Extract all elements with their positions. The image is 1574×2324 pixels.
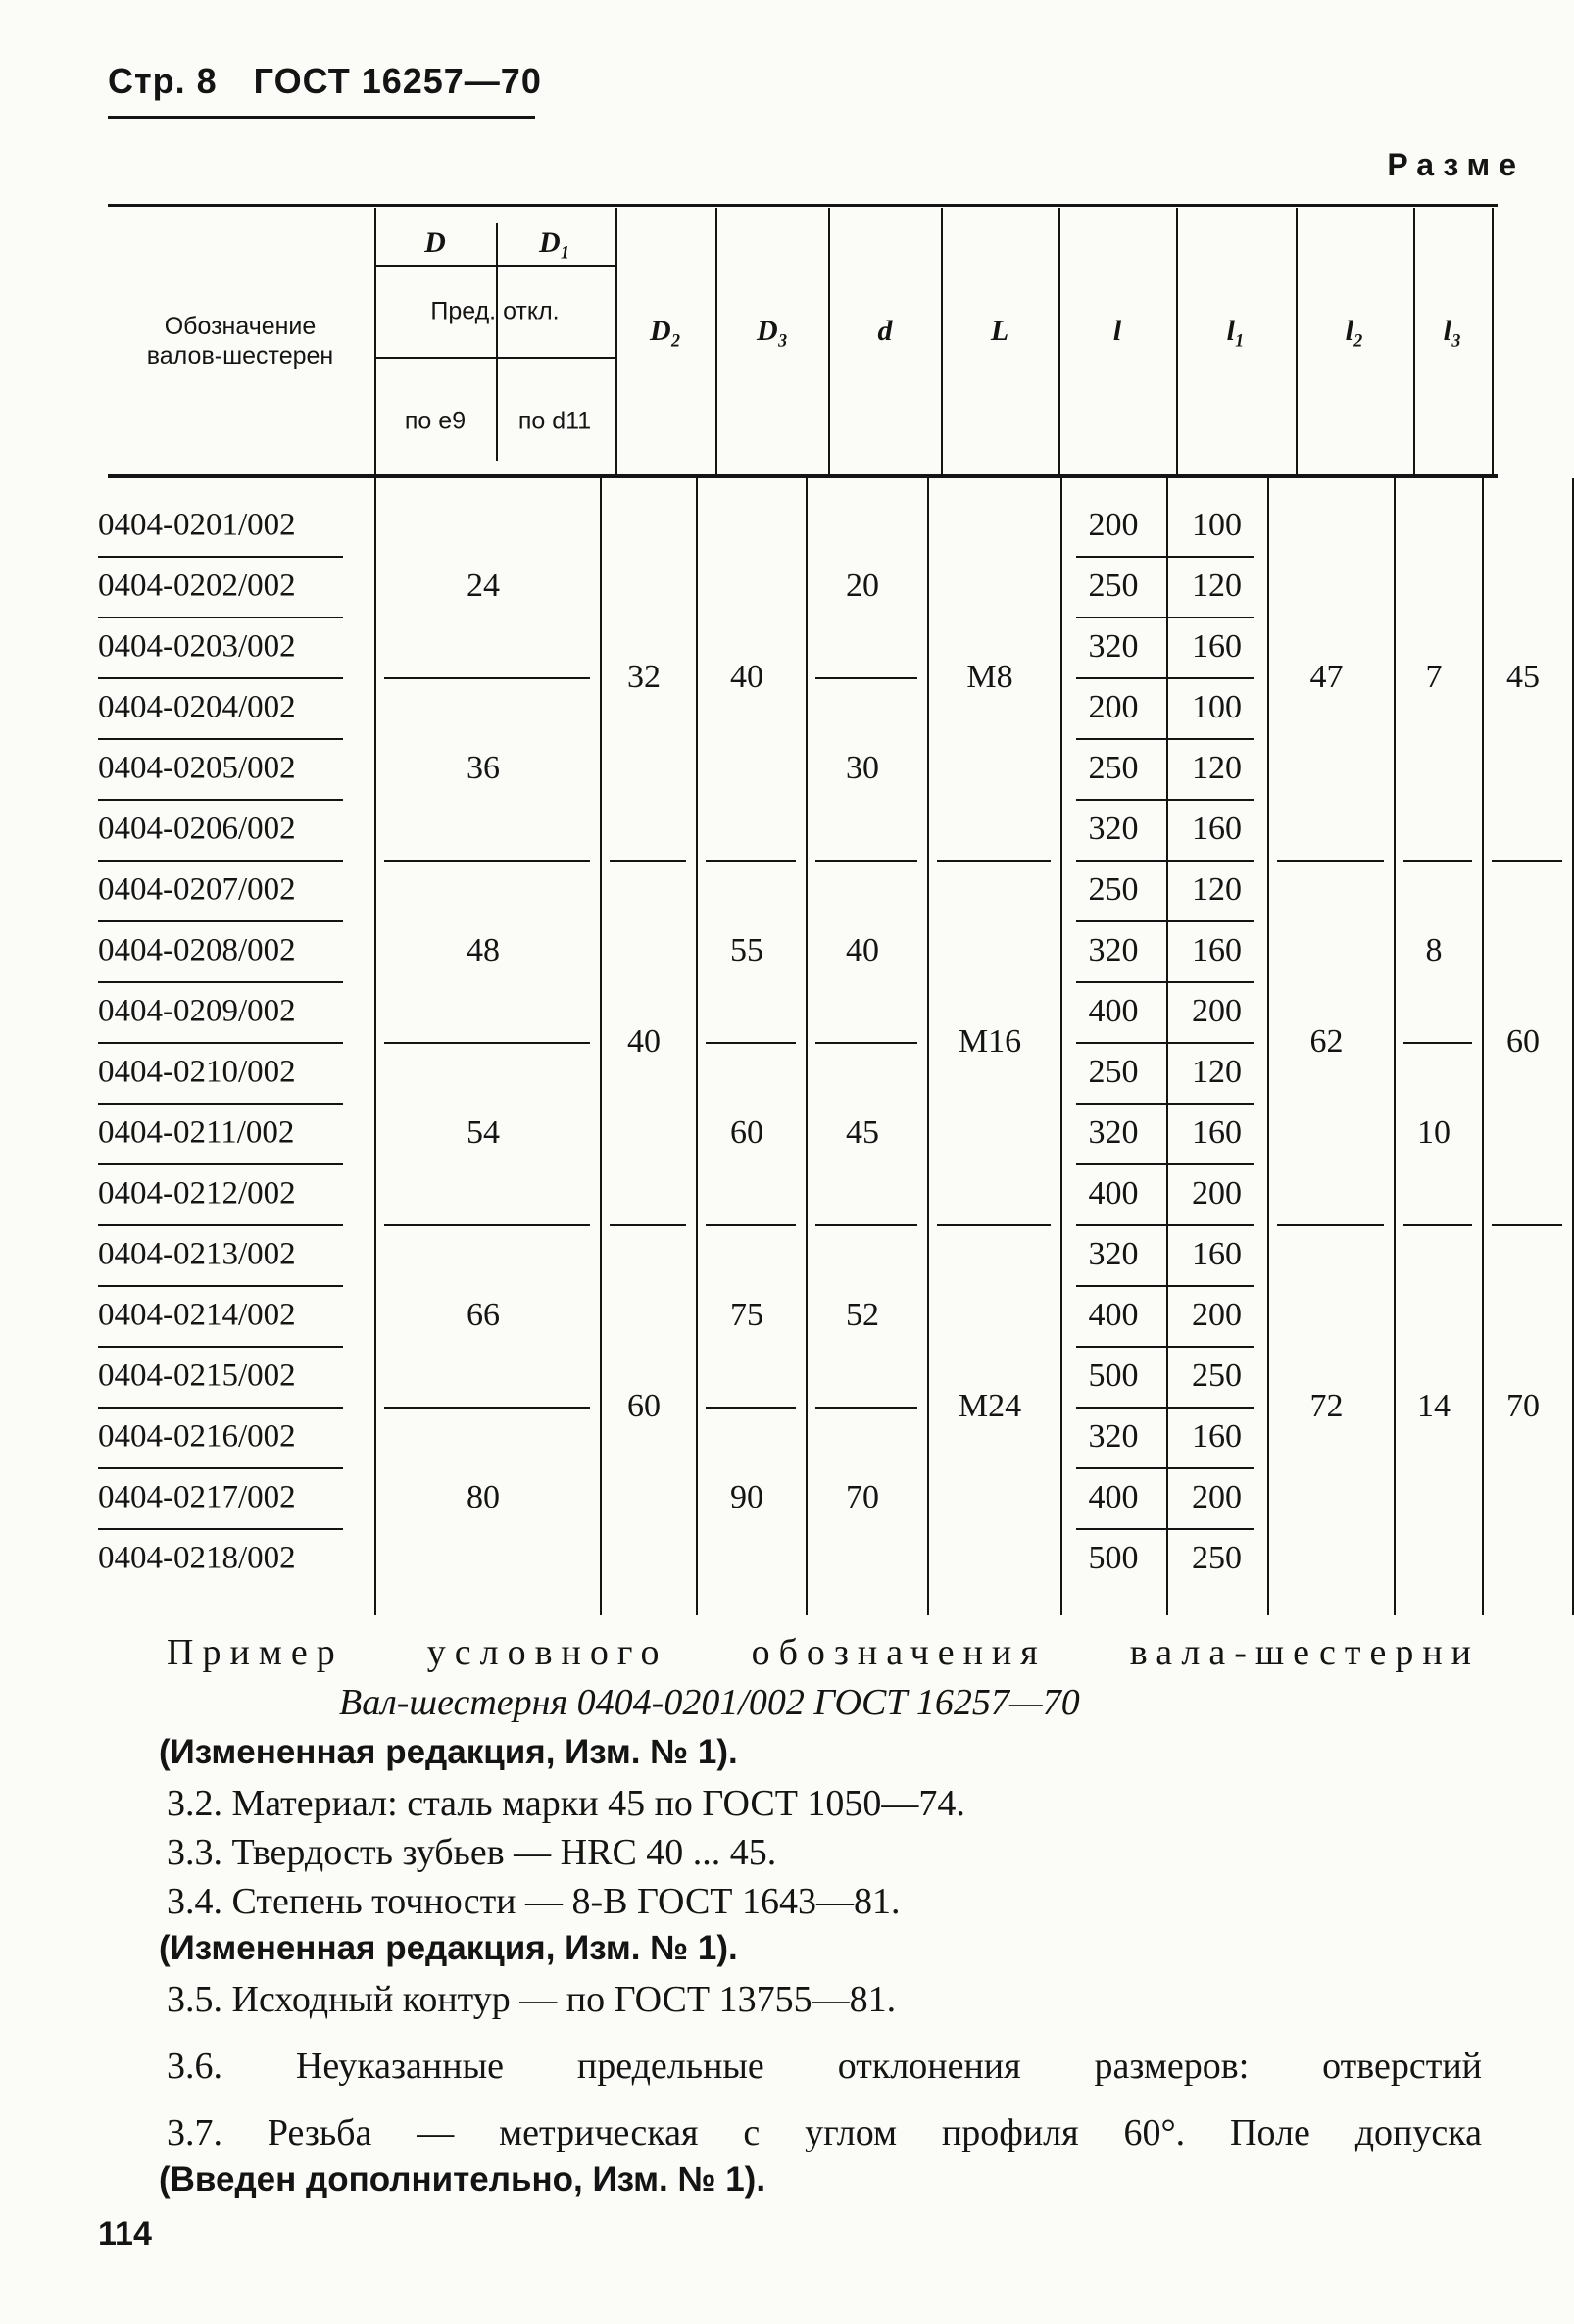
row-rule — [98, 981, 343, 983]
header-D2: D₂ — [649, 315, 682, 347]
cell-d: 66 — [467, 1297, 500, 1333]
L-value: 500 — [1088, 1540, 1139, 1576]
row-rule — [1076, 1528, 1254, 1530]
row-rule — [98, 556, 343, 558]
designation-code: 0404-0211/002 — [98, 1114, 295, 1151]
page-label: Стр. 8 — [108, 61, 218, 101]
L-value: 320 — [1088, 628, 1139, 665]
l-value: 200 — [1192, 1175, 1242, 1211]
column-rule — [1394, 478, 1396, 1615]
l-value: 160 — [1192, 932, 1242, 968]
column-rule — [1060, 478, 1062, 1615]
group-rule — [384, 1407, 590, 1409]
L-value: 400 — [1088, 993, 1139, 1029]
l-value: 250 — [1192, 1358, 1242, 1394]
rule — [1492, 208, 1494, 474]
rule — [715, 208, 717, 474]
l-value: 200 — [1192, 1297, 1242, 1333]
row-rule — [1076, 1163, 1254, 1165]
header-D3: D₃ — [756, 315, 789, 347]
cell-l1: 62 — [1309, 1023, 1344, 1060]
l-value: 120 — [1192, 1054, 1242, 1090]
paragraph-3-6: 3.6. Неуказанные предельные отклонения размеров: отверстий — [167, 2046, 1482, 2087]
header-designation: Обозначение валов-шестерен — [146, 313, 334, 370]
rule — [374, 265, 615, 267]
row-rule — [98, 1285, 343, 1287]
group-rule — [815, 860, 917, 862]
L-value: 250 — [1088, 750, 1139, 786]
group-rule — [815, 1224, 917, 1226]
column-rule — [374, 478, 376, 1615]
designation-code: 0404-0217/002 — [98, 1479, 296, 1515]
paragraph-3-5: 3.5. Исходный контур — по ГОСТ 13755—81. — [167, 1979, 897, 2020]
group-rule — [1492, 1224, 1562, 1226]
designation-code: 0404-0204/002 — [98, 689, 296, 725]
l-value: 100 — [1192, 507, 1242, 543]
designation-code: 0404-0216/002 — [98, 1418, 296, 1455]
row-rule — [1076, 617, 1254, 618]
cell-d2: 55 — [730, 932, 763, 968]
L-value: 320 — [1088, 1114, 1139, 1151]
row-rule — [1076, 1346, 1254, 1348]
L-value: 320 — [1088, 1418, 1139, 1455]
row-rule — [98, 617, 343, 618]
row-rule — [98, 1407, 343, 1409]
cell-d3: 20 — [846, 568, 879, 604]
group-rule — [1403, 860, 1472, 862]
paragraph-3-3: 3.3. Твердость зубьев — HRC 40 ... 45. — [167, 1832, 777, 1873]
group-rule — [815, 1407, 917, 1409]
header-L: L — [990, 315, 1009, 347]
group-rule — [815, 677, 917, 679]
cell-d3: 30 — [846, 750, 879, 786]
rule — [108, 204, 1498, 207]
page-header — [108, 61, 567, 102]
cell-d2: 40 — [730, 659, 763, 695]
cell-d: M24 — [958, 1388, 1022, 1424]
row-rule — [98, 738, 343, 740]
header-d: d — [877, 315, 893, 347]
L-value: 320 — [1088, 811, 1139, 847]
designation-code: 0404-0205/002 — [98, 750, 296, 786]
l-value: 200 — [1192, 993, 1242, 1029]
rule — [828, 208, 830, 474]
row-rule — [1076, 920, 1254, 922]
paragraph-3-2: 3.2. Материал: сталь марки 45 по ГОСТ 1050—74. — [167, 1783, 965, 1824]
table-header — [108, 204, 1498, 478]
group-rule — [706, 1224, 796, 1226]
cell-l2: 7 — [1425, 659, 1443, 695]
rule — [374, 357, 615, 359]
row-rule — [1076, 799, 1254, 801]
designation-code: 0404-0218/002 — [98, 1540, 296, 1576]
row-rule — [1076, 1285, 1254, 1287]
group-rule — [384, 677, 590, 679]
cell-d3: 40 — [846, 932, 879, 968]
row-rule — [98, 920, 343, 922]
rule — [496, 223, 498, 461]
example-title: Пример условного обозначения вала-шестерни — [167, 1632, 1480, 1673]
rule — [1176, 208, 1178, 474]
column-rule — [600, 478, 602, 1615]
L-value: 320 — [1088, 1236, 1139, 1272]
row-rule — [98, 860, 343, 862]
column-rule — [806, 478, 808, 1615]
l-value: 160 — [1192, 1236, 1242, 1272]
column-rule — [927, 478, 929, 1615]
cell-d: 24 — [467, 568, 500, 604]
group-rule — [706, 1042, 796, 1044]
row-rule — [1076, 677, 1254, 679]
L-value: 250 — [1088, 1054, 1139, 1090]
designation-code: 0404-0202/002 — [98, 568, 296, 604]
cell-d: 36 — [467, 750, 500, 786]
page-number: 114 — [98, 2215, 152, 2252]
row-rule — [1076, 556, 1254, 558]
cell-d: M16 — [958, 1023, 1022, 1060]
L-value: 500 — [1088, 1358, 1139, 1394]
designation-code: 0404-0208/002 — [98, 932, 296, 968]
cell-d3: 70 — [846, 1479, 879, 1515]
designation-code: 0404-0209/002 — [98, 993, 296, 1029]
cell-l2: 14 — [1417, 1388, 1451, 1424]
row-rule — [98, 1163, 343, 1165]
row-rule — [98, 1042, 343, 1044]
rule — [615, 208, 617, 474]
l-value: 160 — [1192, 628, 1242, 665]
group-rule — [1403, 1042, 1472, 1044]
row-rule — [1076, 1103, 1254, 1105]
row-rule — [1076, 738, 1254, 740]
group-rule — [610, 860, 686, 862]
group-rule — [384, 1224, 590, 1226]
cell-d1: 32 — [627, 659, 661, 695]
row-rule — [1076, 1407, 1254, 1409]
cell-d2: 75 — [730, 1297, 763, 1333]
revision-note-2: (Измененная редакция, Изм. № 1). — [159, 1929, 738, 1967]
l-value: 120 — [1192, 750, 1242, 786]
table-body — [98, 478, 1540, 1615]
revision-note-1: (Измененная редакция, Изм. № 1). — [159, 1733, 738, 1771]
cell-d: M8 — [966, 659, 1013, 695]
L-value: 400 — [1088, 1175, 1139, 1211]
designation-code: 0404-0201/002 — [98, 507, 296, 543]
l-value: 200 — [1192, 1479, 1242, 1515]
rule — [374, 208, 376, 474]
row-rule — [98, 799, 343, 801]
column-rule — [1166, 478, 1168, 1615]
L-value: 200 — [1088, 507, 1139, 543]
L-value: 200 — [1088, 689, 1139, 725]
l-value: 100 — [1192, 689, 1242, 725]
l-value: 160 — [1192, 1114, 1242, 1151]
header-D1: D₁ — [538, 226, 571, 259]
example-designation: Вал-шестерня 0404-0201/002 ГОСТ 16257—70 — [339, 1682, 1080, 1723]
group-rule — [1403, 1224, 1472, 1226]
header-l: l — [1112, 315, 1122, 347]
cell-d: 48 — [467, 932, 500, 968]
l-value: 120 — [1192, 568, 1242, 604]
row-rule — [98, 1467, 343, 1469]
cell-d3: 52 — [846, 1297, 879, 1333]
cell-d: 80 — [467, 1479, 500, 1515]
header-l3: l₃ — [1443, 315, 1462, 347]
cell-l3: 70 — [1506, 1388, 1540, 1424]
header-tolerance: Пред. откл. — [430, 297, 560, 325]
paragraph-3-4: 3.4. Степень точности — 8-В ГОСТ 1643—81. — [167, 1881, 901, 1922]
cell-d3: 45 — [846, 1114, 879, 1151]
group-rule — [706, 860, 796, 862]
header-l2: l₂ — [1345, 315, 1364, 347]
paragraph-3-7: 3.7. Резьба — метрическая с углом профиля 60°. Поле допуска — [167, 2112, 1482, 2153]
group-rule — [1492, 860, 1562, 862]
cell-d1: 60 — [627, 1388, 661, 1424]
L-value: 320 — [1088, 932, 1139, 968]
group-rule — [610, 1224, 686, 1226]
l-value: 160 — [1192, 811, 1242, 847]
designation-code: 0404-0215/002 — [98, 1358, 296, 1394]
row-rule — [1076, 1224, 1254, 1226]
header-l1: l₁ — [1226, 315, 1246, 347]
designation-code: 0404-0214/002 — [98, 1297, 296, 1333]
designation-code: 0404-0206/002 — [98, 811, 296, 847]
row-rule — [98, 677, 343, 679]
continued-label: Разме — [1387, 147, 1525, 182]
designation-code: 0404-0207/002 — [98, 871, 296, 908]
group-rule — [1277, 1224, 1384, 1226]
group-rule — [937, 860, 1051, 862]
designation-code: 0404-0212/002 — [98, 1175, 296, 1211]
cell-d: 54 — [467, 1114, 500, 1151]
L-value: 250 — [1088, 871, 1139, 908]
group-rule — [384, 860, 590, 862]
standard-label: ГОСТ 16257—70 — [253, 61, 542, 101]
header-rule — [108, 116, 535, 119]
column-rule — [1267, 478, 1269, 1615]
cell-l2: 10 — [1417, 1114, 1451, 1151]
L-value: 250 — [1088, 568, 1139, 604]
header-by-e9: по e9 — [404, 407, 467, 435]
column-rule — [1482, 478, 1484, 1615]
rule — [1413, 208, 1415, 474]
group-rule — [1277, 860, 1384, 862]
row-rule — [1076, 1467, 1254, 1469]
header-D: D — [424, 226, 446, 259]
group-rule — [384, 1042, 590, 1044]
row-rule — [98, 1528, 343, 1530]
cell-l3: 45 — [1506, 659, 1540, 695]
rule — [1296, 208, 1298, 474]
rule — [941, 208, 943, 474]
L-value: 400 — [1088, 1479, 1139, 1515]
row-rule — [1076, 1042, 1254, 1044]
cell-l1: 72 — [1309, 1388, 1344, 1424]
designation-code: 0404-0213/002 — [98, 1236, 296, 1272]
l-value: 250 — [1192, 1540, 1242, 1576]
cell-l2: 8 — [1425, 932, 1443, 968]
designation-code: 0404-0210/002 — [98, 1054, 296, 1090]
rule — [1058, 208, 1060, 474]
cell-d2: 60 — [730, 1114, 763, 1151]
group-rule — [706, 1407, 796, 1409]
row-rule — [1076, 981, 1254, 983]
cell-d1: 40 — [627, 1023, 661, 1060]
l-value: 160 — [1192, 1418, 1242, 1455]
cell-l1: 47 — [1309, 659, 1344, 695]
header-by-d11: по d11 — [517, 407, 592, 435]
row-rule — [1076, 860, 1254, 862]
introduced-note: (Введен дополнительно, Изм. № 1). — [159, 2160, 766, 2199]
row-rule — [98, 1103, 343, 1105]
cell-l3: 60 — [1506, 1023, 1540, 1060]
designation-code: 0404-0203/002 — [98, 628, 296, 665]
cell-d2: 90 — [730, 1479, 763, 1515]
group-rule — [937, 1224, 1051, 1226]
L-value: 400 — [1088, 1297, 1139, 1333]
group-rule — [815, 1042, 917, 1044]
row-rule — [98, 1346, 343, 1348]
l-value: 120 — [1192, 871, 1242, 908]
column-rule — [696, 478, 698, 1615]
row-rule — [98, 1224, 343, 1226]
